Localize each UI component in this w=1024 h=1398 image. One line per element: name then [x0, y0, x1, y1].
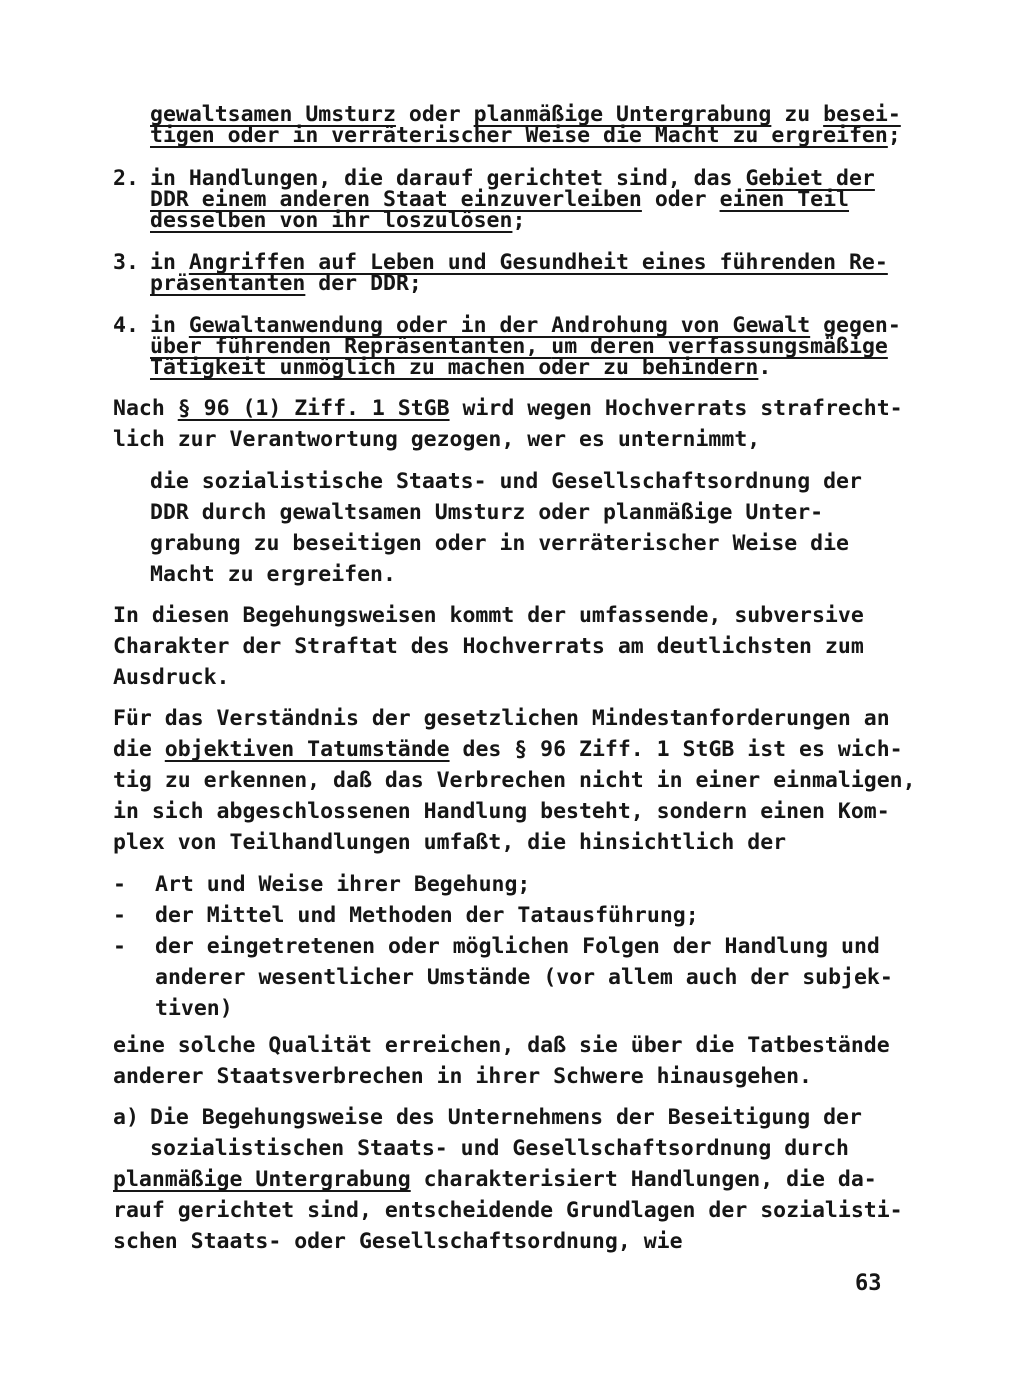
- text-line: anderer Staatsverbrechen in ihrer Schwere hinausgehen.: [113, 1064, 812, 1089]
- section-label: a): [113, 1105, 139, 1130]
- text-line: über führenden Repräsentanten, um deren verfassungsmäßige: [150, 334, 888, 359]
- list-dash: -: [113, 903, 126, 928]
- text-line: in Angriffen auf Leben und Gesundheit eines führenden Re-: [150, 250, 888, 275]
- text-line: gewaltsamen Umsturz oder planmäßige Untergrabung zu besei-: [150, 102, 901, 127]
- list-number: 3.: [113, 250, 139, 275]
- text-line: plex von Teilhandlungen umfaßt, die hinsichtlich der: [113, 830, 787, 855]
- text-line: planmäßige Untergrabung charakterisiert Handlungen, die da-: [113, 1167, 877, 1192]
- list-item: anderer wesentlicher Umstände (vor allem auch der subjek-: [155, 965, 893, 990]
- quote-line: DDR durch gewaltsamen Umsturz oder planmäßige Unter-: [150, 500, 824, 525]
- text-line: lich zur Verantwortung gezogen, wer es unternimmt,: [113, 427, 761, 452]
- text-line: eine solche Qualität erreichen, daß sie über die Tatbestände: [113, 1033, 890, 1058]
- text-line: schen Staats- oder Gesellschaftsordnung, wie: [113, 1229, 683, 1254]
- page-number: 63: [855, 1271, 882, 1296]
- text-line: tig zu erkennen, daß das Verbrechen nicht in einer einmaligen,: [113, 768, 916, 793]
- list-item: tiven): [155, 996, 233, 1021]
- text-line: Charakter der Straftat des Hochverrats am deutlichsten zum: [113, 634, 864, 659]
- text-line: tigen oder in verräterischer Weise die Macht zu ergreifen;: [150, 123, 901, 148]
- text-line: in Handlungen, die darauf gerichtet sind, das Gebiet der: [150, 166, 875, 191]
- quote-line: grabung zu beseitigen oder in verräterischer Weise die: [150, 531, 849, 556]
- text-line: rauf gerichtet sind, entscheidende Grundlagen der sozialisti-: [113, 1198, 903, 1223]
- quote-line: Macht zu ergreifen.: [150, 562, 396, 587]
- text-line: Nach § 96 (1) Ziff. 1 StGB wird wegen Hochverrats strafrecht-: [113, 396, 903, 421]
- text-line: In diesen Begehungsweisen kommt der umfassende, subversive: [113, 603, 864, 628]
- list-dash: -: [113, 872, 126, 897]
- text-line: sozialistischen Staats- und Gesellschaftsordnung durch: [150, 1136, 849, 1161]
- list-item: Art und Weise ihrer Begehung;: [155, 872, 531, 897]
- list-item: der Mittel und Methoden der Tatausführung;: [155, 903, 699, 928]
- text-line: die objektiven Tatumstände des § 96 Ziff. 1 StGB ist es wich-: [113, 737, 903, 762]
- text-line: in Gewaltanwendung oder in der Androhung von Gewalt gegen-: [150, 313, 901, 338]
- list-item: der eingetretenen oder möglichen Folgen der Handlung und: [155, 934, 880, 959]
- text-line: Die Begehungsweise des Unternehmens der Beseitigung der: [150, 1105, 862, 1130]
- text-line: desselben von ihr loszulösen;: [150, 208, 526, 233]
- text-line: DDR einem anderen Staat einzuverleiben oder einen Teil: [150, 187, 850, 212]
- list-dash: -: [113, 934, 126, 959]
- list-number: 2.: [113, 166, 139, 191]
- text-line: Ausdruck.: [113, 665, 230, 690]
- text-line: Tätigkeit unmöglich zu machen oder zu behindern.: [150, 355, 772, 380]
- text-line: präsentanten der DDR;: [150, 271, 422, 296]
- list-number: 4.: [113, 313, 139, 338]
- text-line: Für das Verständnis der gesetzlichen Mindestanforderungen an: [113, 706, 890, 731]
- quote-line: die sozialistische Staats- und Gesellschaftsordnung der: [150, 469, 862, 494]
- text-line: in sich abgeschlossenen Handlung besteht, sondern einen Kom-: [113, 799, 890, 824]
